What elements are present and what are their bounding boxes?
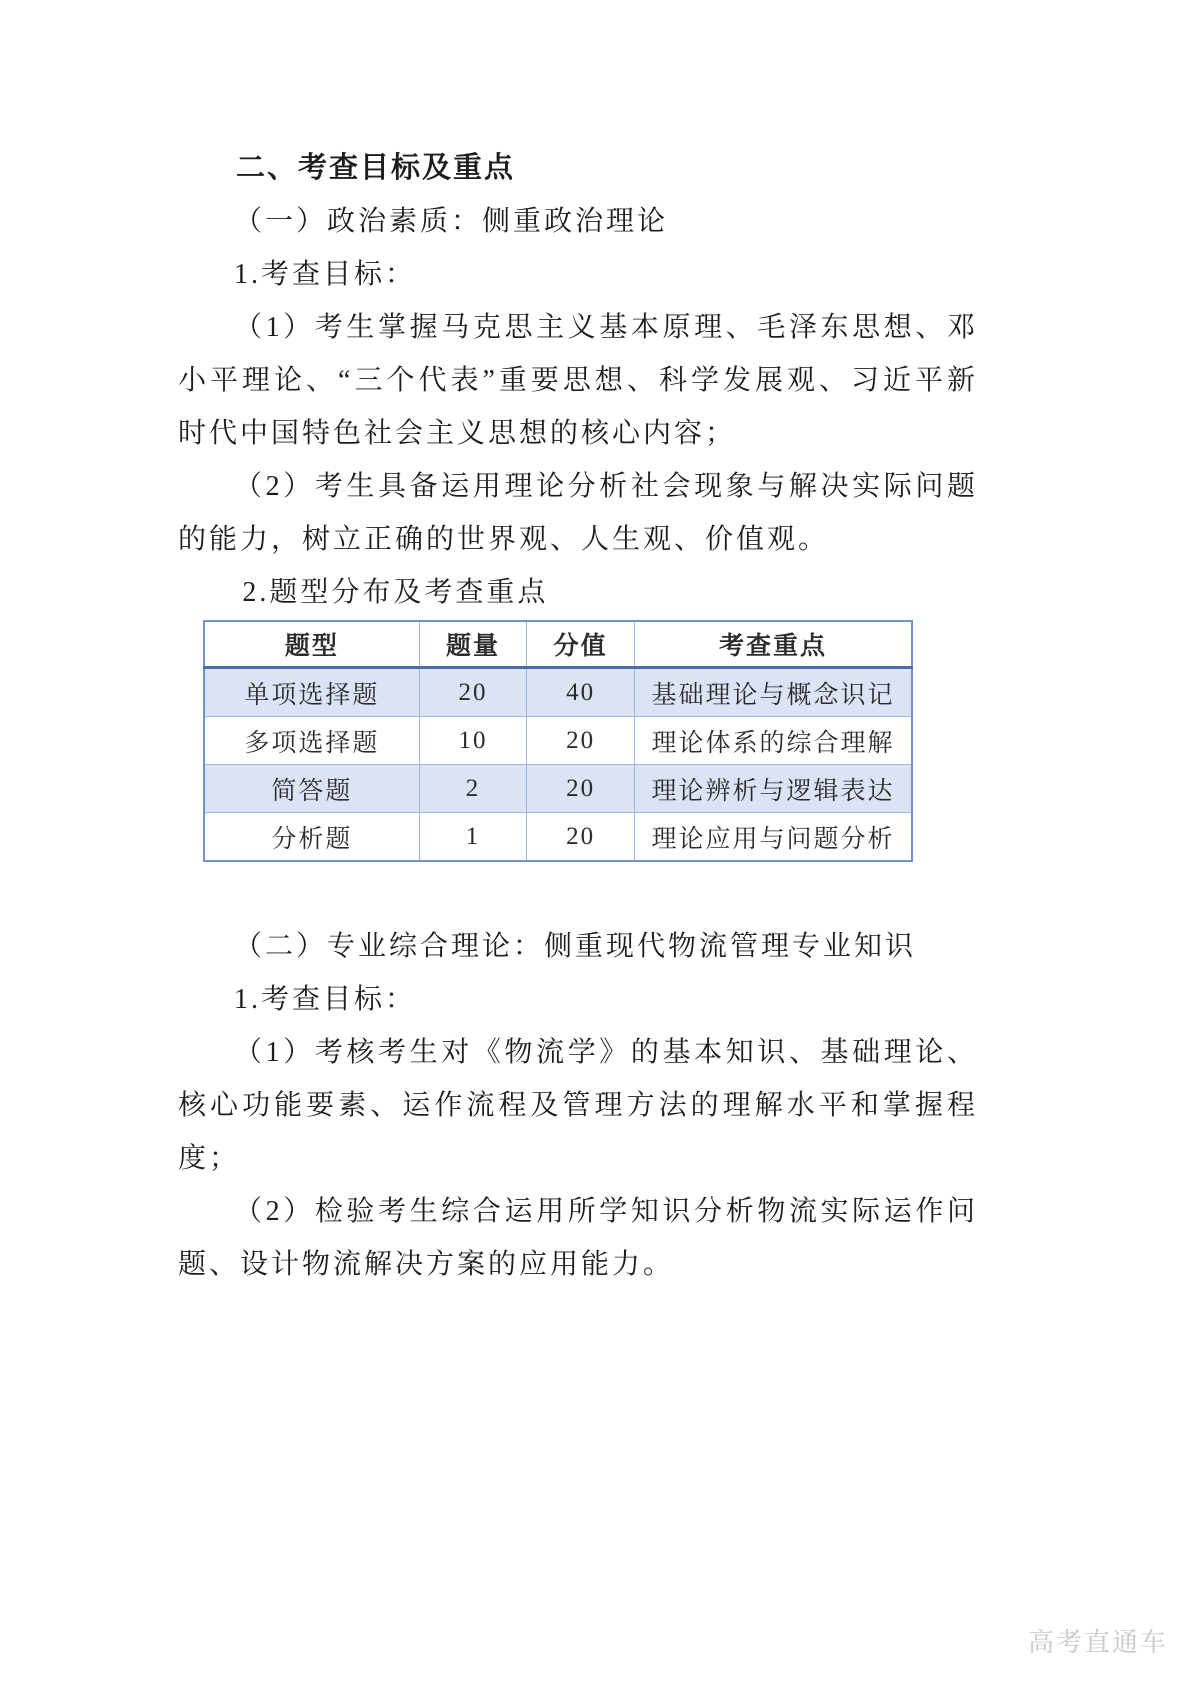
table-header-exam-focus: 考查重点 [634,621,912,668]
section-2-paragraph-1: （1）考核考生对《物流学》的基本知识、基础理论、核心功能要素、运作流程及管理方法的理解水平和掌握程度； [178,1037,978,1174]
table-cell: 2 [419,765,527,813]
table-header-score: 分值 [527,621,635,668]
section-professional-theory [178,920,978,1291]
table-cell: 20 [419,668,527,717]
section-2-title: （二）专业综合理论：侧重现代物流管理专业知识 [234,931,917,962]
section-2-paragraph-2: （2）检验考生综合运用所学知识分析物流实际运作问题、设计物流解决方案的应用能力。 [178,1196,978,1280]
table-cell: 理论辨析与逻辑表达 [634,765,912,813]
table-cell: 10 [419,717,527,765]
table-cell: 理论应用与问题分析 [634,813,912,862]
table-cell: 理论体系的综合理解 [634,717,912,765]
table-cell: 20 [527,813,635,862]
table-row [204,765,912,813]
document-page [178,0,978,1291]
table-cell: 分析题 [204,813,419,862]
table-header-question-count: 题量 [419,621,527,668]
section-2-subheading: 1.考查目标： [234,984,417,1015]
table-row [204,813,912,862]
table-cell: 40 [527,668,635,717]
table-row [204,717,912,765]
section-1-paragraph-1: （1）考生掌握马克思主义基本原理、毛泽东思想、邓小平理论、“三个代表”重要思想、科学发展观、习近平新时代中国特色社会主义思想的核心内容； [178,312,978,449]
table-cell: 1 [419,813,527,862]
section-1-subheading: 1.考查目标： [234,259,417,290]
table-cell: 简答题 [204,765,419,813]
section-1-paragraph-2: （2）考生具备运用理论分析社会现象与解决实际问题的能力，树立正确的世界观、人生观、价值观。 [178,471,978,555]
table-row [204,668,912,717]
section-1-title: （一）政治素质：侧重政治理论 [234,206,669,237]
table-cell: 20 [527,765,635,813]
watermark: 高考直通车 [1027,1628,1168,1657]
table-cell: 单项选择题 [204,668,419,717]
section-political-quality [178,195,978,862]
table-cell: 多项选择题 [204,717,419,765]
document-heading: 二、考查目标及重点 [236,152,516,184]
question-type-table [203,620,913,862]
section-1-table-heading: 2.题型分布及考查重点 [242,577,549,608]
table-header-row [204,621,912,668]
table-cell: 基础理论与概念识记 [634,668,912,717]
table-header-question-type: 题型 [204,621,419,668]
table-cell: 20 [527,717,635,765]
